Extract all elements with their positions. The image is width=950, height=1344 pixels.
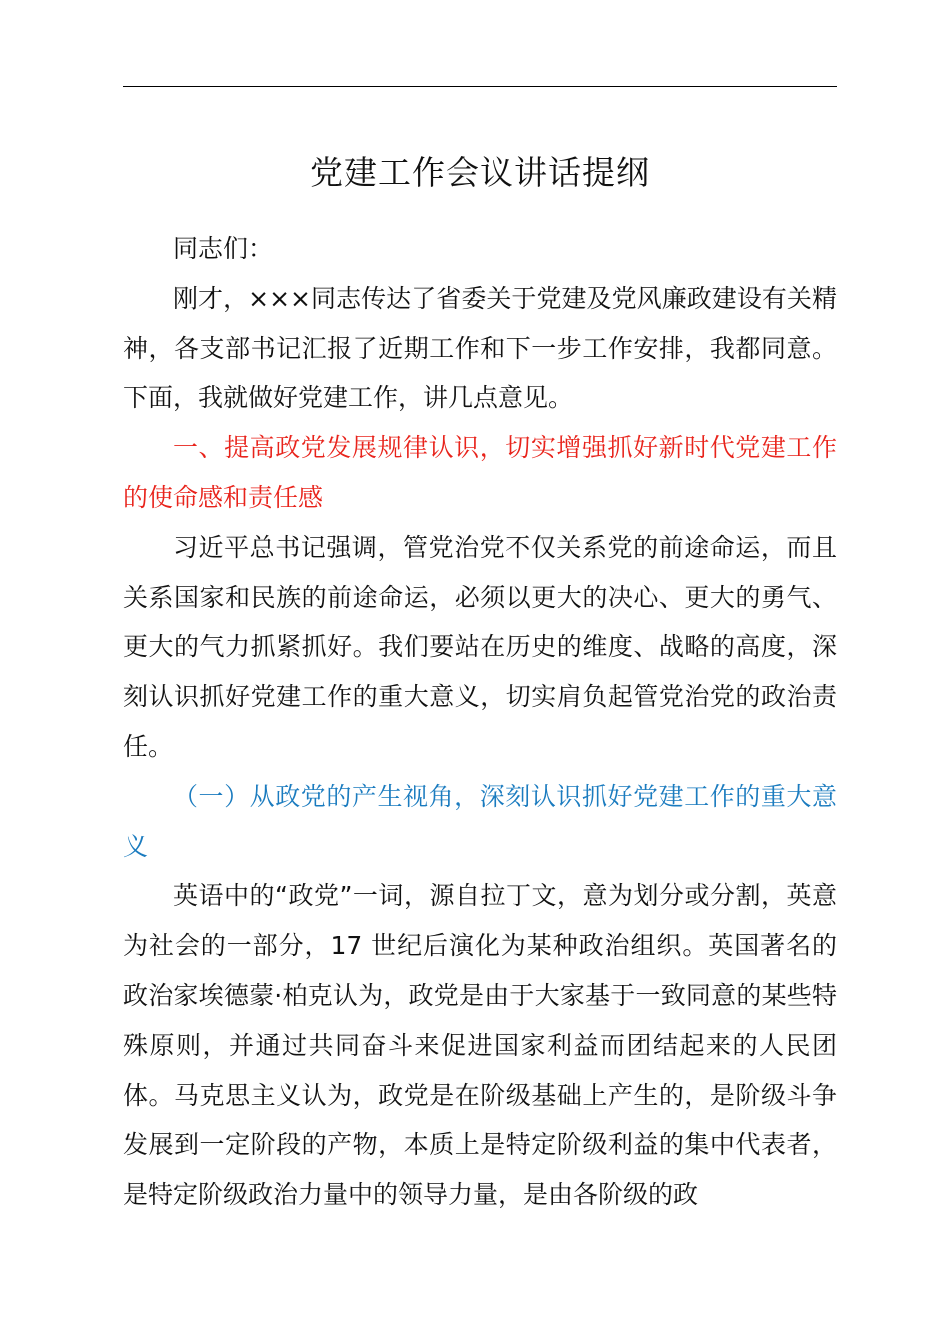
document-title: 党建工作会议讲话提纲	[310, 153, 650, 192]
section-heading-1: 一、提高政党发展规律认识，切实增强抓好新时代党建工作的使命感和责任感	[123, 433, 837, 512]
document-body	[123, 224, 837, 1220]
salutation: 同志们：	[173, 234, 274, 263]
body-paragraph-intro: 刚才，×××同志传达了省委关于党建及党风廉政建设有关精神，各支部书记汇报了近期工作和下一步工作安排，我都同意。下面，我就做好党建工作，讲几点意见。	[123, 283, 837, 413]
subsection-heading-1-1: （一）从政党的产生视角，深刻认识抓好党建工作的重大意义	[123, 781, 837, 861]
body-paragraph-party-origin: 英语中的“政党”一词，源自拉丁文，意为划分或分割，英意为社会的一部分，17 世纪后演化为某种政治组织。英国著名的政治家埃德蒙·柏克认为，政党是由于大家基于一致同意的某些特殊原则，并通过共同奋斗来促进国家利益而团结起来的人民团体。马克思主义认为，政党是在阶级基础上产生的，是阶级斗争发展到一定阶段的产物，本质上是特定阶级利益的集中代表者，是特定阶级政治力量中的领导力量，是由各阶级的政	[123, 881, 837, 1210]
body-paragraph-xi-quote: 习近平总书记强调，管党治党不仅关系党的前途命运，而且关系国家和民族的前途命运，必须以更大的决心、更大的勇气、更大的气力抓紧抓好。我们要站在历史的维度、战略的高度，深刻认识抓好党建工作的重大意义，切实肩负起管党治党的政治责任。	[123, 532, 837, 761]
header-rule	[123, 86, 837, 87]
